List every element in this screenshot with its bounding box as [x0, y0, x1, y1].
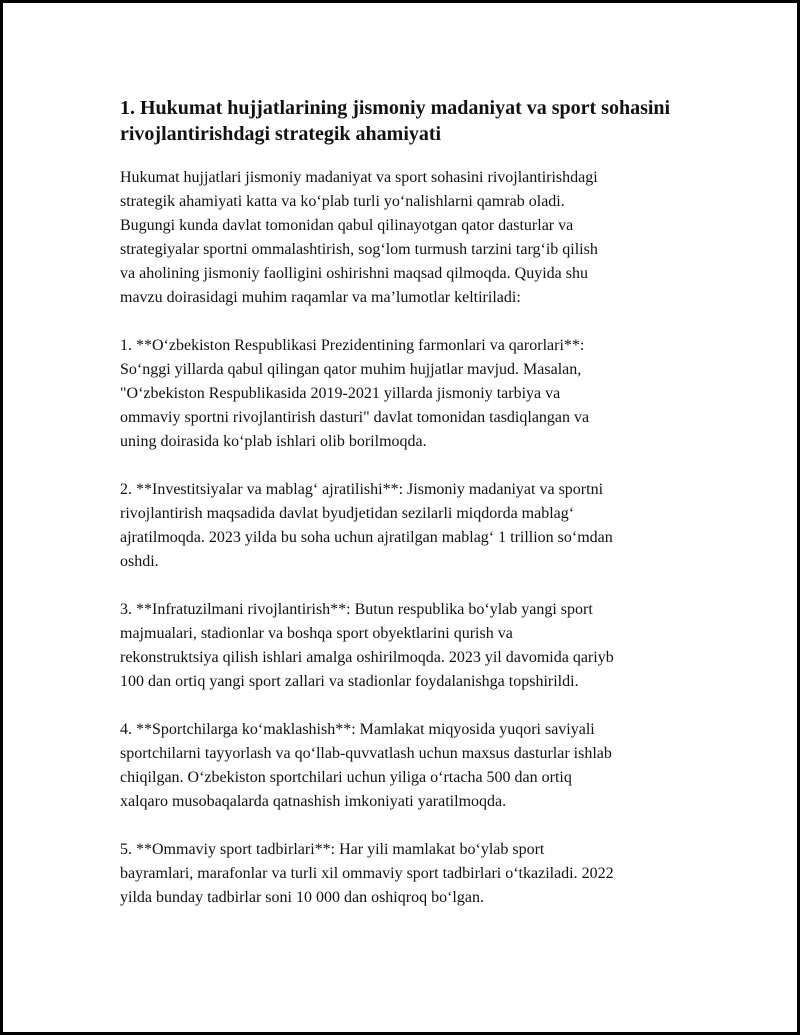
point-2-paragraph: 2. **Investitsiyalar va mablagʻ ajratilishi**: Jismoniy madaniyat va sportni rivojlantirish maqsadida davlat byudjetidan sezilarli miqdorda mablagʻ ajratilmoqda. 2023 yilda bu soha uchun ajratilgan mablagʻ 1 trillion soʻmdan oshdi. [120, 481, 613, 570]
point-5-paragraph: 5. **Ommaviy sport tadbirlari**: Har yili mamlakat boʻylab sport bayramlari, marafonlar va turli xil ommaviy sport tadbirlari oʻtkaziladi. 2022 yilda bunday tadbirlar soni 10 000 dan oshiqroq boʻlgan. [120, 841, 614, 906]
point-1-paragraph: 1. **Oʻzbekiston Respublikasi Prezidentining farmonlari va qarorlari**: Soʻnggi yillarda qabul qilingan qator muhim hujjatlar mavjud. Masalan, "Oʻzbekiston Respublikasida 2019-2021 yillarda jismoniy tarbiya va ommaviy sportni rivojlantirish dasturi" davlat tomonidan tasdiqlangan va uning doirasida koʻplab ishlari olib borilmoqda. [120, 337, 590, 450]
section-heading: 1. Hukumat hujjatlarining jismoniy madaniyat va sport sohasini rivojlantirishdagi strategik ahamiyati [120, 97, 671, 145]
point-4-paragraph: 4. **Sportchilarga koʻmaklashish**: Mamlakat miqyosida yuqori saviyali sportchilarni tayyorlash va qoʻllab-quvvatlash uchun maxsus dasturlar ishlab chiqilgan. Oʻzbekiston sportchilari uchun yiliga oʻrtacha 500 dan ortiq xalqaro musobaqalarda qatnashish imkoniyati yaratilmoqda. [120, 721, 612, 810]
intro-paragraph: Hukumat hujjatlari jismoniy madaniyat va sport sohasini rivojlantirishdagi strategik ahamiyati katta va koʻplab turli yoʻnalishlarni qamrab oladi. Bugungi kunda davlat tomonidan qabul qilinayotgan qator dasturlar va strategiyalar sportni ommalashtirish, sogʻlom turmush tarzini targʻib qilish va aholining jismoniy faolligini oshirishni maqsad qilmoqda. Quyida shu mavzu doirasidagi muhim raqamlar va maʼlumotlar keltiriladi: [120, 169, 598, 306]
document-content [120, 95, 710, 934]
point-3-paragraph: 3. **Infratuzilmani rivojlantirish**: Butun respublika boʻylab yangi sport majmualari, stadionlar va boshqa sport obyektlarini qurish va rekonstruktsiya qilish ishlari amalga oshirilmoqda. 2023 yil davomida qariyb 100 dan ortiq yangi sport zallari va stadionlar foydalanishga topshirildi. [120, 601, 614, 690]
